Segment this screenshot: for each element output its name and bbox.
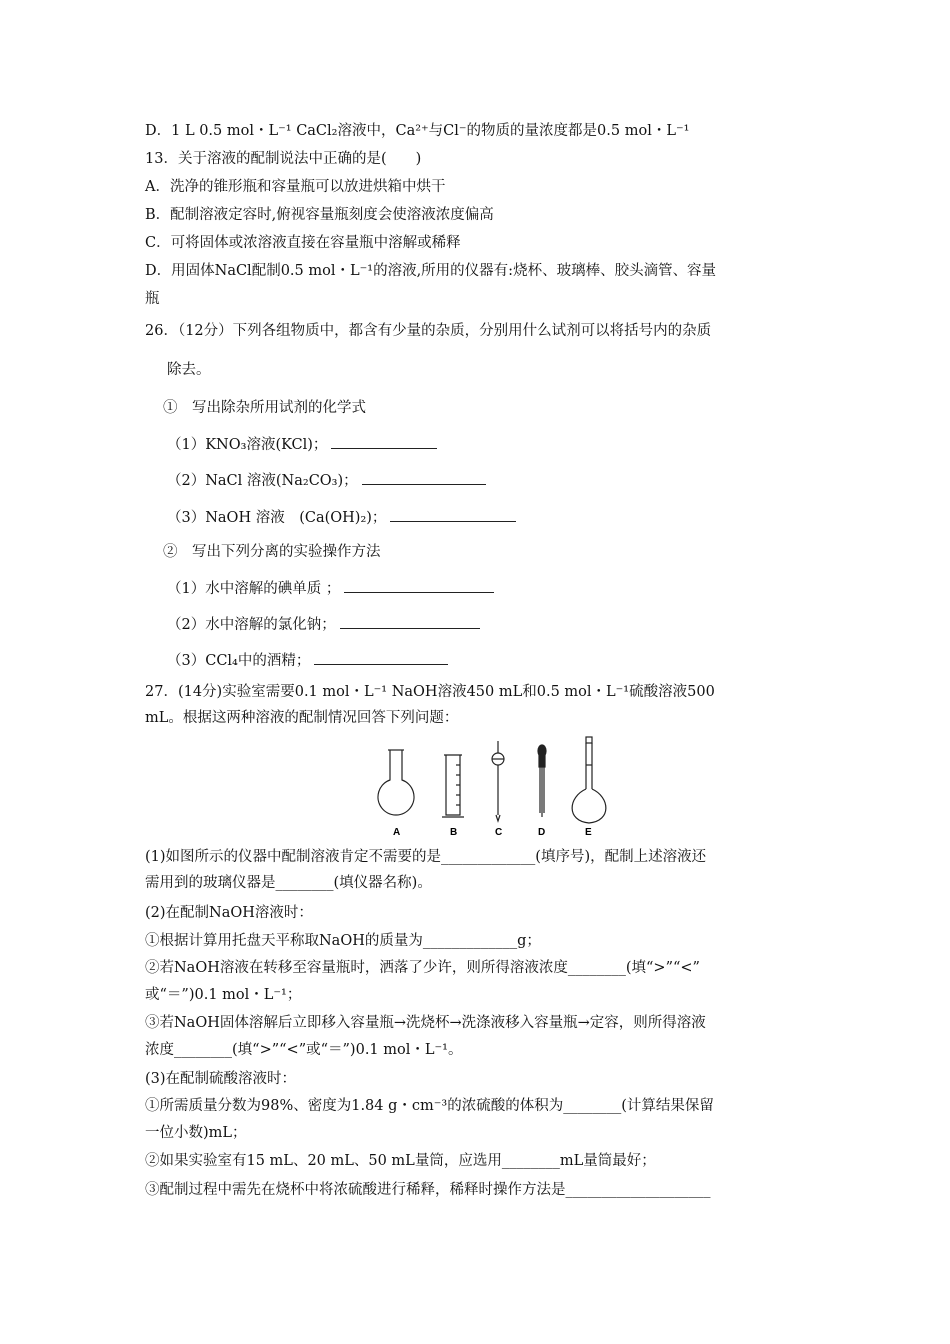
answer-blank[interactable] [390, 507, 516, 522]
q26-p1-item1-text: （1）KNO₃溶液(KCl)； [167, 437, 328, 453]
q27-s3-item3: ③配制过程中需先在烧杯中将浓硫酸进行稀释，稀释时操作方法是____________________ [145, 1182, 711, 1198]
lab-instruments-svg [340, 735, 620, 840]
q26-p1-item2 [167, 470, 486, 491]
q27-s2-item3-line2: 浓度________(填“>”“<”或“＝”)0.1 mol・L⁻¹。 [145, 1042, 463, 1058]
q27-s2-title: (2)在配制NaOH溶液时： [145, 905, 313, 921]
round-bottom-flask-icon [378, 750, 414, 815]
q26-p2-item2-text: （2）水中溶解的氯化钠； [167, 617, 336, 633]
q27-stem-line2: mL。根据这两种溶液的配制情况回答下列问题： [145, 710, 459, 726]
q13-option-d-line1: D．用固体NaCl配制0.5 mol・L⁻¹的溶液,所用的仪器有:烧杯、玻璃棒、胶头滴管、容量 [145, 263, 717, 279]
figure-label-c: C [495, 827, 503, 838]
q26-p2-item2 [167, 614, 480, 635]
figure-label-e: E [585, 827, 592, 838]
q26-part2-title: ② 写出下列分离的实验操作方法 [163, 544, 381, 560]
dropper-icon [538, 745, 546, 817]
answer-blank[interactable] [344, 578, 494, 593]
answer-blank[interactable] [340, 614, 480, 629]
q26-p2-item3 [167, 650, 448, 671]
q26-p1-item3 [167, 507, 516, 528]
answer-blank[interactable] [362, 470, 486, 485]
q26-stem-line1: 26．（12分）下列各组物质中，都含有少量的杂质，分别用什么试剂可以将括号内的杂质 [145, 323, 712, 339]
q26-p1-item1 [167, 434, 437, 455]
q13-option-a: A．洗净的锥形瓶和容量瓶可以放进烘箱中烘干 [145, 179, 446, 195]
q26-stem-line2: 除去。 [167, 362, 211, 378]
q27-s2-item3-line1: ③若NaOH固体溶解后立即移入容量瓶→洗烧杯→洗涤液移入容量瓶→定容，则所得溶液 [145, 1015, 706, 1031]
q26-part1-title: ① 写出除杂所用试剂的化学式 [163, 400, 366, 416]
q27-s2-item1: ①根据计算用托盘天平称取NaOH的质量为_____________g； [145, 933, 541, 949]
graduated-cylinder-icon [442, 755, 464, 817]
q26-p1-item3-text: （3）NaOH 溶液 (Ca(OH)₂)； [167, 510, 387, 526]
volumetric-flask-icon [572, 737, 606, 823]
q26-p2-item1 [167, 578, 494, 599]
q13-option-b: B．配制溶液定容时,俯视容量瓶刻度会使溶液浓度偏高 [145, 207, 494, 223]
q27-stem-line1: 27．(14分)实验室需要0.1 mol・L⁻¹ NaOH溶液450 mL和0.5 mol・L⁻¹硫酸溶液500 [145, 684, 715, 700]
q27-s3-item2: ②如果实验室有15 mL、20 mL、50 mL量筒，应选用________mL量筒最好； [145, 1153, 656, 1169]
answer-blank[interactable] [331, 434, 437, 449]
lab-instruments-figure [340, 735, 620, 840]
q27-s1-line1: (1)如图所示的仪器中配制溶液肯定不需要的是_____________(填序号)，配制上述溶液还 [145, 849, 707, 865]
q13-option-c: C．可将固体或浓溶液直接在容量瓶中溶解或稀释 [145, 235, 461, 251]
answer-blank[interactable] [314, 650, 448, 665]
q27-s3-title: (3)在配制硫酸溶液时： [145, 1071, 297, 1087]
q27-s2-item2-line2: 或“＝”)0.1 mol・L⁻¹； [145, 987, 302, 1003]
q13-stem: 13．关于溶液的配制说法中正确的是( ) [145, 151, 422, 167]
q27-s1-line2: 需用到的玻璃仪器是________(填仪器名称)。 [145, 875, 432, 891]
q26-p2-item3-text: （3）CCl₄中的酒精； [167, 653, 311, 669]
q12-option-d: D．1 L 0.5 mol・L⁻¹ CaCl₂溶液中，Ca²⁺与Cl⁻的物质的量浓度都是0.5 mol・L⁻¹ [145, 123, 690, 139]
q27-s3-item1-line1: ①所需质量分数为98%、密度为1.84 g・cm⁻³的浓硫酸的体积为________(计算结果保留 [145, 1098, 714, 1114]
q27-s2-item2-line1: ②若NaOH溶液在转移至容量瓶时，洒落了少许，则所得溶液浓度________(填“>”“<” [145, 960, 700, 976]
figure-label-b: B [450, 827, 458, 838]
funnel-icon [492, 741, 504, 821]
q26-p2-item1-text: （1）水中溶解的碘单质 ； [167, 581, 341, 597]
figure-label-a: A [393, 827, 401, 838]
q26-p1-item2-text: （2）NaCl 溶液(Na₂CO₃)； [167, 473, 358, 489]
q27-s3-item1-line2: 一位小数)mL； [145, 1125, 247, 1141]
figure-label-d: D [538, 827, 546, 838]
q13-option-d-line2: 瓶 [145, 291, 160, 307]
